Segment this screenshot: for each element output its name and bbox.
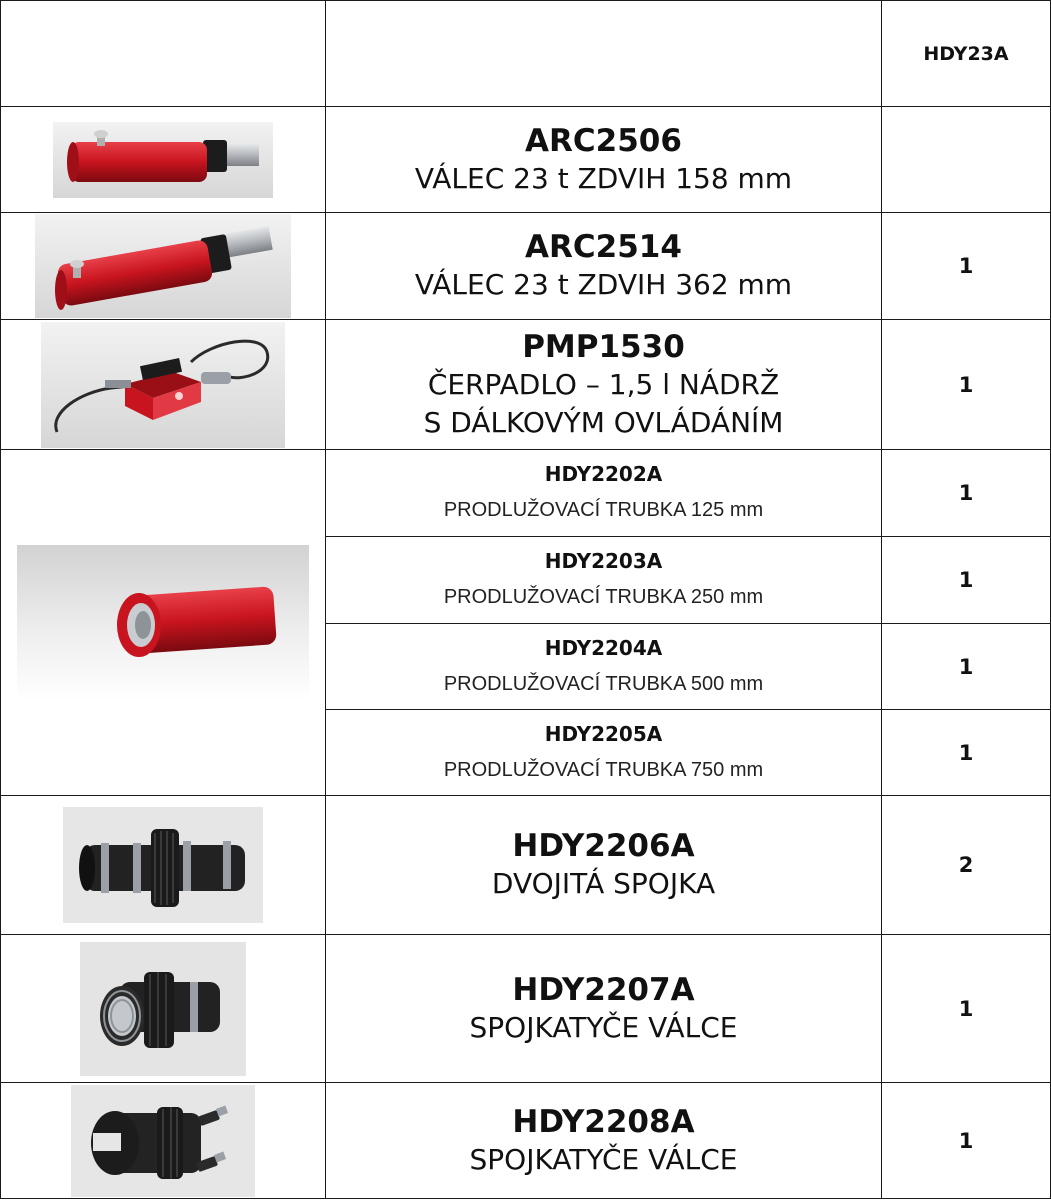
table-row [1,935,1051,1083]
model-header: HDY23A [923,42,1009,65]
quantity-cell [882,213,1051,320]
part-code: HDY2208A [512,1103,695,1140]
quantity: 1 [958,254,974,278]
table-row [1,1083,1051,1199]
part-description: SPOJKATYČE VÁLCE [469,1142,738,1176]
description-cell [326,320,882,450]
part-code: PMP1530 [522,328,685,365]
part-code: HDY2202A [544,462,663,486]
quantity: 1 [958,372,974,397]
part-code: HDY2207A [512,971,695,1008]
table-row [1,107,1051,213]
image-cell [1,450,326,796]
description-cell [326,935,882,1083]
description-cell [326,710,882,796]
quantity: 1 [958,654,974,679]
extension-tube-image [17,545,309,701]
description-cell [326,624,882,710]
quantity-cell [882,935,1051,1083]
table-row [1,450,1051,537]
quantity-cell [882,450,1051,537]
image-cell [1,935,326,1083]
part-code: ARC2506 [525,122,682,159]
quantity-cell [882,796,1051,935]
cylinder-coupler-image [80,942,246,1076]
quantity-cell [882,107,1051,213]
part-code: ARC2514 [525,229,682,265]
part-description: PRODLUŽOVACÍ TRUBKA 125 mm [443,499,764,521]
quantity: 1 [958,1128,974,1153]
part-code: HDY2204A [544,635,663,660]
description-cell [326,450,882,537]
image-cell [1,796,326,935]
part-description: PRODLUŽOVACÍ TRUBKA 750 mm [443,758,764,781]
header-model-cell [882,1,1051,107]
hydraulic-cylinder-long-image [35,214,291,318]
part-code: HDY2203A [544,549,663,573]
quantity-cell [882,537,1051,624]
image-cell [1,213,326,320]
part-description: VÁLEC 23 t ZDVIH 158 mm [414,161,793,195]
part-description: S DÁLKOVÝM OVLÁDÁNÍM [423,405,784,439]
part-description: DVOJITÁ SPOJKA [491,867,716,900]
quantity: 1 [958,568,974,592]
quantity: 1 [958,481,974,505]
double-coupler-image [63,807,263,923]
description-cell [326,1083,882,1199]
quantity-cell [882,624,1051,710]
header-image-cell [1,1,326,107]
cylinder-rod-coupler-image [71,1085,255,1197]
quantity: 1 [958,996,974,1021]
quantity: 2 [958,853,974,877]
table-row [1,796,1051,935]
header-row [1,1,1051,107]
hydraulic-pump-image [41,322,285,448]
quantity-cell [882,1083,1051,1199]
header-desc-cell [326,1,882,107]
part-description: VÁLEC 23 t ZDVIH 362 mm [414,268,793,301]
description-cell [326,796,882,935]
part-description: PRODLUŽOVACÍ TRUBKA 250 mm [443,586,764,608]
part-code: HDY2205A [544,721,663,746]
quantity: 1 [958,740,974,765]
part-description: SPOJKATYČE VÁLCE [469,1010,738,1044]
part-description: ČERPADLO – 1,5 l NÁDRŽ [427,367,780,401]
table-row [1,320,1051,450]
description-cell [326,107,882,213]
hydraulic-cylinder-short-image [53,122,273,198]
description-cell [326,537,882,624]
part-description: PRODLUŽOVACÍ TRUBKA 500 mm [443,672,764,695]
quantity-cell [882,710,1051,796]
image-cell [1,1083,326,1199]
image-cell [1,107,326,213]
table-row [1,213,1051,320]
description-cell [326,213,882,320]
quantity-cell [882,320,1051,450]
part-code: HDY2206A [512,828,695,864]
image-cell [1,320,326,450]
